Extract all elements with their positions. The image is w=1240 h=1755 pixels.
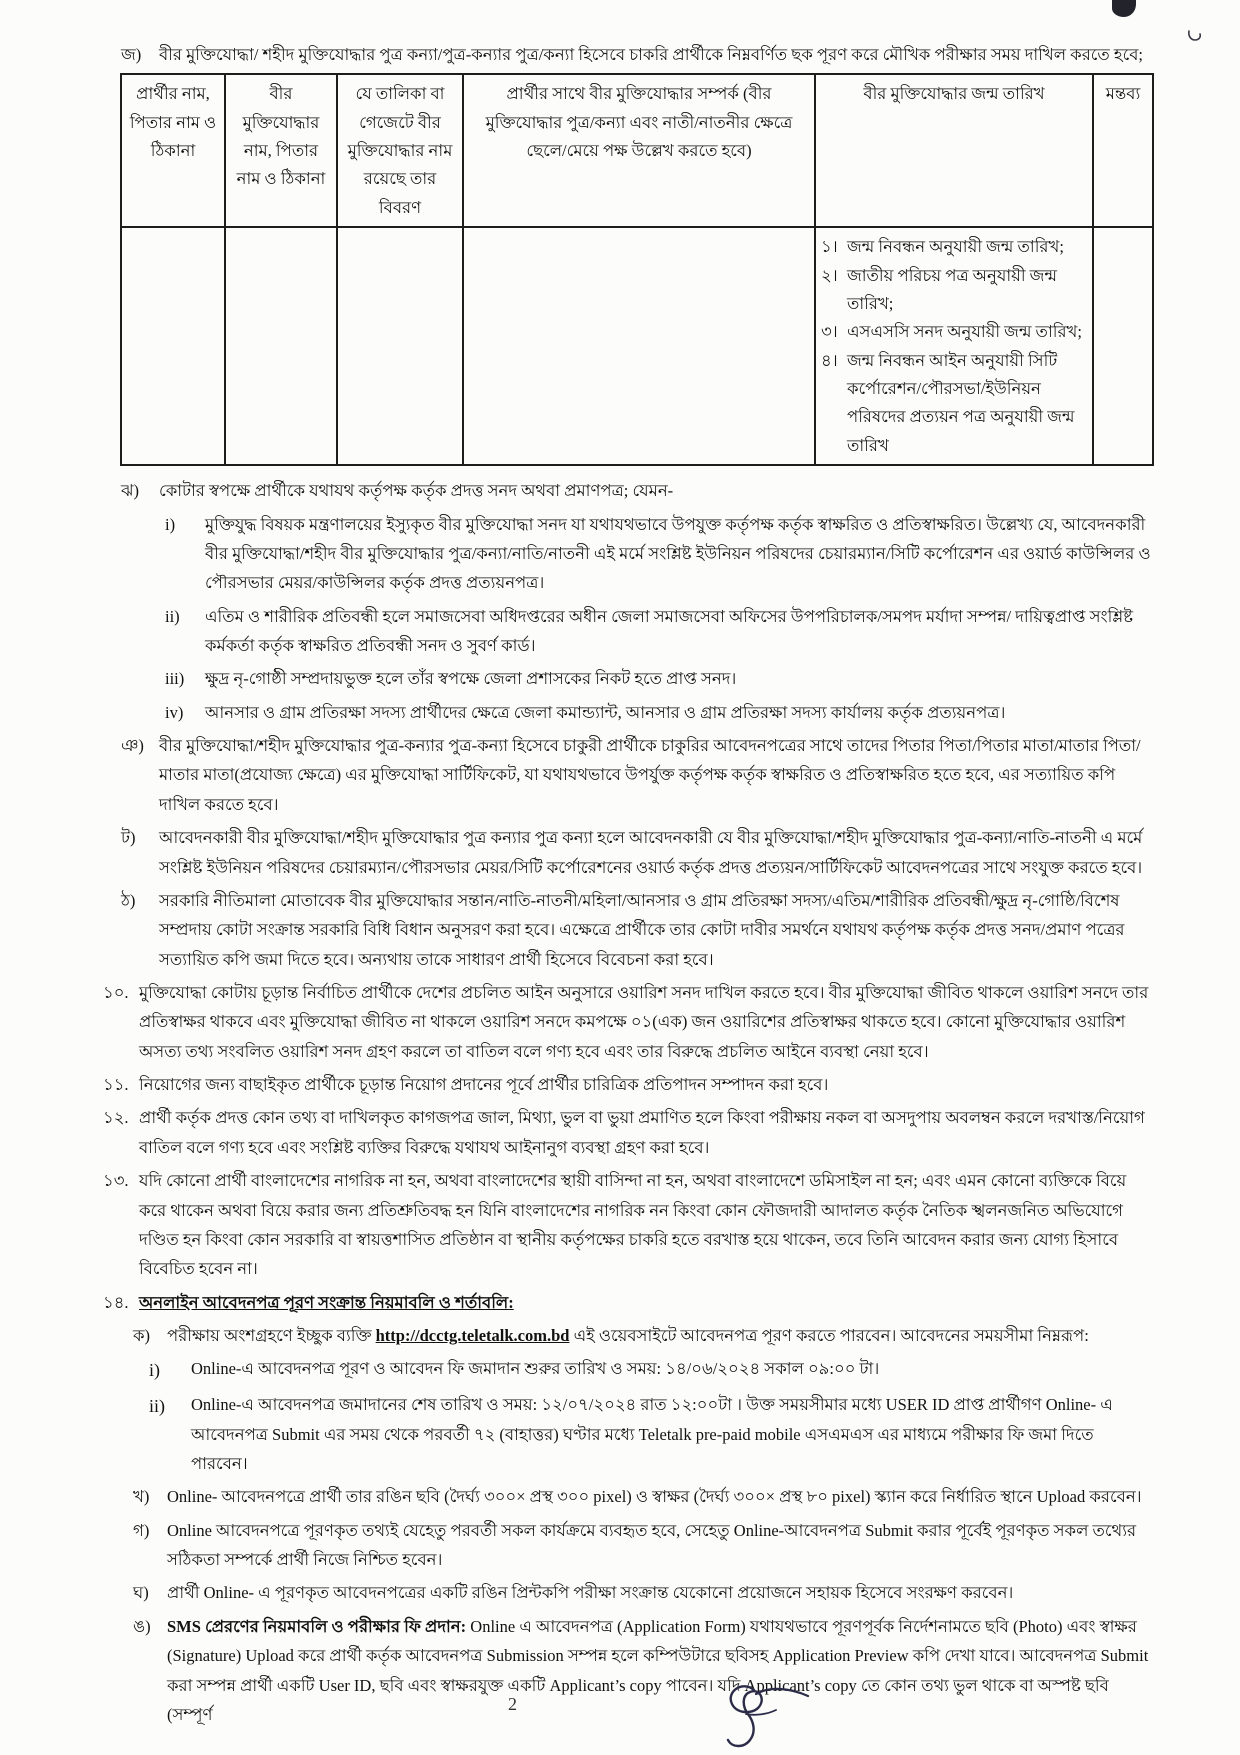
table-cell-empty <box>225 227 337 465</box>
item-label: ১৪. <box>103 1292 129 1312</box>
section-item <box>165 664 1154 693</box>
item-text <box>167 1612 1154 1729</box>
section14-item <box>133 1516 1154 1575</box>
item-text: আবেদনকারী বীর মুক্তিযোদ্ধা/শহীদ মুক্তিযোদ্ধার পুত্র কন্যার পুত্র কন্যা হলে আবেদনকারী যে বীর মুক্তিযোদ্ধা/শহীদ মুক্তিযোদ্ধার পুত্র-কন্যা/নাতি-নাতনী এ মর্মে সংশ্লিষ্ট ইউনিয়ন পরিষদের চেয়ারম্যান/পৌরসভার মেয়র/সিটি কর্পোরেশনের ওয়ার্ড কর্তৃক প্রদত্ত প্রত্যয়ন/সার্টিফিকেট আবেদনপত্রের সাথে সংযুক্ত করতে হবে। <box>159 828 1143 877</box>
item-lead-bold: SMS প্রেরণের নিয়মাবলি ও পরীক্ষার ফি প্রদান: <box>167 1616 467 1636</box>
section14-heading-row <box>103 1288 1154 1317</box>
table-cell-empty <box>1093 227 1153 465</box>
section-item <box>121 476 1154 505</box>
section14-heading: অনলাইন আবেদনপত্র পূরণ সংক্রান্ত নিয়মাবলি ও শর্তাবলি: <box>139 1292 514 1312</box>
item-text <box>167 1321 1154 1350</box>
section-item <box>103 1166 1154 1283</box>
item-text: মুক্তিযুদ্ধ বিষয়ক মন্ত্রণালয়ের ইস্যুকৃত বীর মুক্তিযোদ্ধা সনদ যা যথাযথভাবে উপযুক্ত কর্তৃপক্ষ কর্তৃক স্বাক্ষরিত ও প্রতিস্বাক্ষরিত। উল্লেখ্য যে, আবেদনকারী বীর মুক্তিযোদ্ধা/শহীদ বীর মুক্তিযোদ্ধার পুত্র/কন্যা/নাতি/নাতনী এই মর্মে সংশ্লিষ্ট ইউনিয়ন পরিষদের চেয়ারম্যান/সিটি কর্পোরেশন এর ওয়ার্ড কাউন্সিলর ও পৌরসভার মেয়র/কাউন্সিলর কর্তৃক প্রদত্ত প্রত্যয়নপত্র। <box>205 514 1151 593</box>
signature-mark <box>716 1678 826 1755</box>
table-header-cell: বীর মুক্তিযোদ্ধার জন্ম তারিখ <box>815 74 1093 227</box>
section14-sub-item <box>149 1354 1154 1386</box>
scan-artifact-blob <box>1112 0 1136 17</box>
item-text: ক্ষুদ্র নৃ-গোষ্ঠী সম্প্রদায়ভুক্ত হলে তাঁর স্বপক্ষে জেলা প্রশাসকের নিকট হতে প্রাপ্ত সনদ। <box>205 669 737 689</box>
birthdate-list-item <box>821 347 1087 461</box>
scan-artifact-curl <box>1186 28 1204 44</box>
item-text: জন্ম নিবন্ধন অনুযায়ী জন্ম তারিখ; <box>847 237 1064 257</box>
section-item <box>103 1103 1154 1162</box>
item-number: ২। <box>821 265 838 285</box>
item-text: প্রার্থী কর্তৃক প্রদত্ত কোন তথ্য বা দাখিলকৃত কাগজপত্র জাল, মিথ্যা, ভুল বা ভুয়া প্রমাণিত হলে কিংবা পরীক্ষায় নকল বা অসদুপায় অবলম্বন করলে দরখাস্ত/নিয়োগ বাতিল বলে গণ্য হবে এবং সংশ্লিষ্ট ব্যক্তির বিরুদ্ধে যথাযথ আইনানুগ ব্যবস্থা গ্রহণ করা হবে। <box>139 1108 1145 1157</box>
section14-item <box>133 1482 1154 1511</box>
item-text: জাতীয় পরিচয় পত্র অনুযায়ী জন্ম তারিখ; <box>847 265 1057 313</box>
section14-item-uno <box>133 1612 1154 1729</box>
item-text: মুক্তিযোদ্ধা কোটায় চূড়ান্ত নির্বাচিত প্রার্থীকে দেশের প্রচলিত আইন অনুসারে ওয়ারিশ সনদ দাখিল করতে হবে। বীর মুক্তিযোদ্ধা জীবিত থাকলে ওয়ারিশ সনদে তার প্রতিস্বাক্ষর থাকবে এবং মুক্তিযোদ্ধা জীবিত না থাকলে ওয়ারিশ সনদে কমপক্ষে ০১(এক) জন ওয়ারিশের প্রতিস্বাক্ষর থাকতে হবে। কোনো মুক্তিযোদ্ধার ওয়ারিশ অসত্য তথ্য সংবলিত ওয়ারিশ সনদ গ্রহণ করলে তা বাতিল বলে গণ্য হবে এবং তার বিরুদ্ধে প্রচলিত আইনে ব্যবস্থা নেয়া হবে। <box>139 982 1149 1061</box>
birthdate-list-item <box>821 318 1087 346</box>
item-text: বীর মুক্তিযোদ্ধা/ শহীদ মুক্তিযোদ্ধার পুত্র কন্যা/পুত্র-কন্যার পুত্র/কন্যা হিসেবে চাকরি প্রার্থীকে নিম্নবর্ণিত ছক পূরণ করে মৌখিক পরীক্ষার সময় দাখিল করতে হবে; <box>159 45 1143 64</box>
item-text: Online-এ আবেদনপত্র পূরণ ও আবেদন ফি জমাদান শুরুর তারিখ ও সময়: ১৪/০৬/২০২৪ সকাল ০৯:০০ টা। <box>191 1359 880 1379</box>
item-text-post: এই ওয়েবসাইটে আবেদনপত্র পূরণ করতে পারবেন। আবেদনের সময়সীমা নিম্নরূপ: <box>569 1325 1089 1345</box>
item-label: ঞ) <box>121 736 144 756</box>
item-label: ঝ) <box>121 481 139 501</box>
section-item <box>121 731 1154 819</box>
item-label: ক) <box>133 1325 151 1345</box>
item-text: নিয়োগের জন্য বাছাইকৃত প্রার্থীকে চূড়ান্ত নিয়োগ প্রদানের পূর্বে প্রার্থীর চারিত্রিক প্রতিপাদন সম্পাদন করা হবে। <box>139 1075 829 1095</box>
table-header-cell: প্রার্থীর সাথে বীর মুক্তিযোদ্ধার সম্পর্ক (বীর মুক্তিযোদ্ধার পুত্র/কন্যা এবং নাতী/নাতনীর ক্ষেত্রে ছেলে/মেয়ে পক্ষ উল্লেখ করতে হবে) <box>463 74 815 227</box>
document-content <box>103 40 1154 1733</box>
item-number: ৪। <box>821 350 838 370</box>
section-item <box>121 886 1154 974</box>
item-text: এসএসসি সনদ অনুযায়ী জন্ম তারিখ; <box>847 322 1082 342</box>
item-label: ঙ) <box>133 1616 151 1636</box>
table-header-cell: প্রার্থীর নাম, পিতার নাম ও ঠিকানা <box>121 74 225 227</box>
item-label: ১১. <box>103 1075 129 1095</box>
item-label: iii) <box>165 669 185 689</box>
item-text: সরকারি নীতিমালা মোতাবেক বীর মুক্তিযোদ্ধার সন্তান/নাতি-নাতনী/মহিলা/আনসার ও গ্রাম প্রতিরক্ষা সদস্য/এতিম/শারীরিক প্রতিবন্ধী/ক্ষুদ্র নৃ-গোষ্ঠি/বিশেষ সম্প্রদায় কোটা সংক্রান্ত সরকারি বিধি বিধান অনুসরণ করা হবে। এক্ষেত্রে প্রার্থীকে তার কোটা দাবীর সমর্থনে যথাযথ কর্তৃপক্ষ কর্তৃক প্রদত্ত সনদ/প্রমাণ পত্রের সত্যায়িত কপি জমা দিতে হবে। অন্যথায় তাকে সাধারণ প্রার্থী হিসেবে বিবেচনা করা হবে। <box>159 890 1125 969</box>
table-body-row <box>121 227 1153 465</box>
section-item <box>121 823 1154 882</box>
item-label: ১২. <box>103 1108 129 1128</box>
application-url: http://dcctg.teletalk.com.bd <box>375 1325 570 1345</box>
item-label: ১৩. <box>103 1171 129 1191</box>
birthdate-list-item <box>821 262 1087 319</box>
section14-item-ka <box>133 1321 1154 1350</box>
table-cell-birthdates <box>815 227 1093 465</box>
item-text: যদি কোনো প্রার্থী বাংলাদেশের নাগরিক না হন, অথবা বাংলাদেশের স্থায়ী বাসিন্দা না হন, অথবা বাংলাদেশে ডমিসাইল না হন; এবং এমন কোনো ব্যক্তিকে বিয়ে করে থাকেন অথবা বিয়ে করার জন্য প্রতিশ্রুতিবদ্ধ হন যিনি বাংলাদেশের নাগরিক নন কিংবা কোন ফৌজদারী আদালত কর্তৃক নৈতিক স্খলনজনিত অভিযোগে দণ্ডিত হন কিংবা কোন সরকারি বা স্বায়ত্তশাসিত প্রতিষ্ঠান বা স্থানীয় কর্তৃপক্ষের চাকরি হতে বরখাস্ত হয়ে থাকেন, তবে তিনি আবেদন করার জন্য যোগ্য হিসাবে বিবেচিত হবেন না। <box>139 1171 1127 1279</box>
page-number: 2 <box>508 1694 517 1714</box>
table-cell-empty <box>463 227 815 465</box>
item-text-rest: Online এ আবেদনপত্র (Application Form) যথাযথভাবে পূরণপূর্বক নির্দেশনামতে ছবি (Photo) এবং স্বাক্ষর (Signature) Upload করে প্রার্থী কর্তৃক আবেদনপত্র Submission সম্পন্ন হলে কম্পিউটারে ছবিসহ Application Preview কপি দেখা যাবে। আবেদনপত্র Submit করা সম্পন্ন প্রার্থী একটি User ID, ছবি এবং স্বাক্ষরযুক্ত একটি Applicant’s copy পাবেন। যদি Applicant’s copy তে কোন তথ্য ভুল থাকে বা অস্পষ্ট ছবি (সম্পূর্ণ <box>167 1616 1149 1724</box>
item-text: এতিম ও শারীরিক প্রতিবন্ধী হলে সমাজসেবা অধিদপ্তরের অধীন জেলা সমাজসেবা অফিসের উপপরিচালক/সমপদ মর্যাদা সম্পন্ন/ দায়িত্বপ্রাপ্ত সংশ্লিষ্ট কর্মকর্তা কর্তৃক স্বাক্ষরিত প্রতিবন্ধী সনদ ও সুবর্ণ কার্ড। <box>205 606 1133 656</box>
item-text: Online আবেদনপত্রে পূরণকৃত তথ্যই যেহেতু পরবর্তী সকল কার্যক্রমে ব্যবহৃত হবে, সেহেতু Online-আবেদনপত্র Submit করার পূর্বেই পূরণকৃত সকল তথ্যের সঠিকতা সম্পর্কে প্রার্থী নিজে নিশ্চিত হবেন। <box>167 1520 1137 1570</box>
item-number: ৩। <box>821 322 838 342</box>
section-item <box>103 1070 1154 1099</box>
item-text: Online- আবেদনপত্রে প্রার্থী তার রঙিন ছবি (দৈর্ঘ্য ৩০০× প্রস্থ ৩০০ pixel) ও স্বাক্ষর (দৈর্ঘ্য ৩০০× প্রস্থ ৮০ pixel) স্ক্যান করে নির্ধারিত স্থানে Upload করবেন। <box>167 1487 1142 1507</box>
section14-item <box>133 1578 1154 1607</box>
item-label: জ) <box>121 45 142 64</box>
section-item <box>103 978 1154 1066</box>
item-label: গ) <box>133 1520 150 1540</box>
item-text: আনসার ও গ্রাম প্রতিরক্ষা সদস্য প্রার্থীদের ক্ষেত্রে জেলা কমান্ড্যান্ট, আনসার ও গ্রাম প্রতিরক্ষা সদস্য কার্যালয় কর্তৃক প্রত্যয়নপত্র। <box>205 702 1006 722</box>
item-text: জন্ম নিবন্ধন আইন অনুযায়ী সিটি কর্পোরেশন/পৌরসভা/ইউনিয়ন পরিষদের প্রত্যয়ন পত্র অনুযায়ী জন্ম তারিখ <box>847 350 1075 455</box>
item-text: Online-এ আবেদনপত্র জমাদানের শেষ তারিখ ও সময়: ১২/০৭/২০২৪ রাত ১২:০০টা । উক্ত সময়সীমার মধ্যে USER ID প্রাপ্ত প্রার্থীগণ Online- এ আবেদনপত্র Submit এর সময় থেকে পরবর্তী ৭২ (বাহাত্তর) ঘণ্টার মধ্যে Teletalk pre-paid mobile এসএমএস এর মাধ্যমে পরীক্ষার ফি জমা দিতে পারবেন। <box>191 1395 1113 1474</box>
section14-sub-item <box>149 1390 1154 1478</box>
section-item <box>165 602 1154 661</box>
item-label: i) <box>165 514 176 534</box>
item-text: বীর মুক্তিযোদ্ধা/শহীদ মুক্তিযোদ্ধার পুত্র-কন্যার পুত্র-কন্যা হিসেবে চাকুরী প্রার্থীকে চাকুরির আবেদনপত্রের সাথে তাদের পিতার পিতা/পিতার মাতা/মাতার পিতা/মাতার মাতা(প্রযোজ্য ক্ষেত্রে) এর মুক্তিযোদ্ধা সার্টিফিকেট, যা যথাযথভাবে উপর্যুক্ত কর্তৃপক্ষ কর্তৃক স্বাক্ষরিত ও প্রতিস্বাক্ষরিত হতে হবে, এর সত্যায়িত কপি দাখিল করতে হবে। <box>159 736 1141 814</box>
item-text-pre: পরীক্ষায় অংশগ্রহণে ইচ্ছুক ব্যক্তি <box>167 1325 376 1345</box>
item-label: ঘ) <box>133 1583 149 1603</box>
section-item <box>165 698 1154 727</box>
intro-item <box>121 40 1154 69</box>
item-label: খ) <box>133 1487 150 1507</box>
table-header-row <box>121 74 1153 227</box>
item-label: ট) <box>121 828 136 848</box>
item-label: i) <box>149 1360 160 1381</box>
section-item <box>165 510 1154 598</box>
birthdate-list-item <box>821 233 1087 261</box>
table-cell-empty <box>337 227 463 465</box>
table-header-cell: মন্তব্য <box>1093 74 1153 227</box>
item-text: কোটার স্বপক্ষে প্রার্থীকে যথাযথ কর্তৃপক্ষ কর্তৃক প্রদত্ত সনদ অথবা প্রমাণপত্র; যেমন- <box>159 481 674 501</box>
item-text: প্রার্থী Online- এ পূরণকৃত আবেদনপত্রের একটি রঙিন প্রিন্টকপি পরীক্ষা সংক্রান্ত যেকোনো প্রয়োজনে সহায়ক হিসেবে সংরক্ষণ করবেন। <box>167 1583 1014 1603</box>
table-header-cell: যে তালিকা বা গেজেটে বীর মুক্তিযোদ্ধার নাম রয়েছে তার বিবরণ <box>337 74 463 227</box>
item-label: ii) <box>165 606 180 626</box>
item-label: ঠ) <box>121 890 136 910</box>
item-label: iv) <box>165 702 184 722</box>
item-number: ১। <box>821 237 838 257</box>
table-cell-empty <box>121 227 225 465</box>
quota-table <box>120 73 1154 466</box>
item-label: ১০. <box>103 982 129 1002</box>
table-header-cell: বীর মুক্তিযোদ্ধার নাম, পিতার নাম ও ঠিকানা <box>225 74 337 227</box>
item-label: ii) <box>149 1396 165 1417</box>
